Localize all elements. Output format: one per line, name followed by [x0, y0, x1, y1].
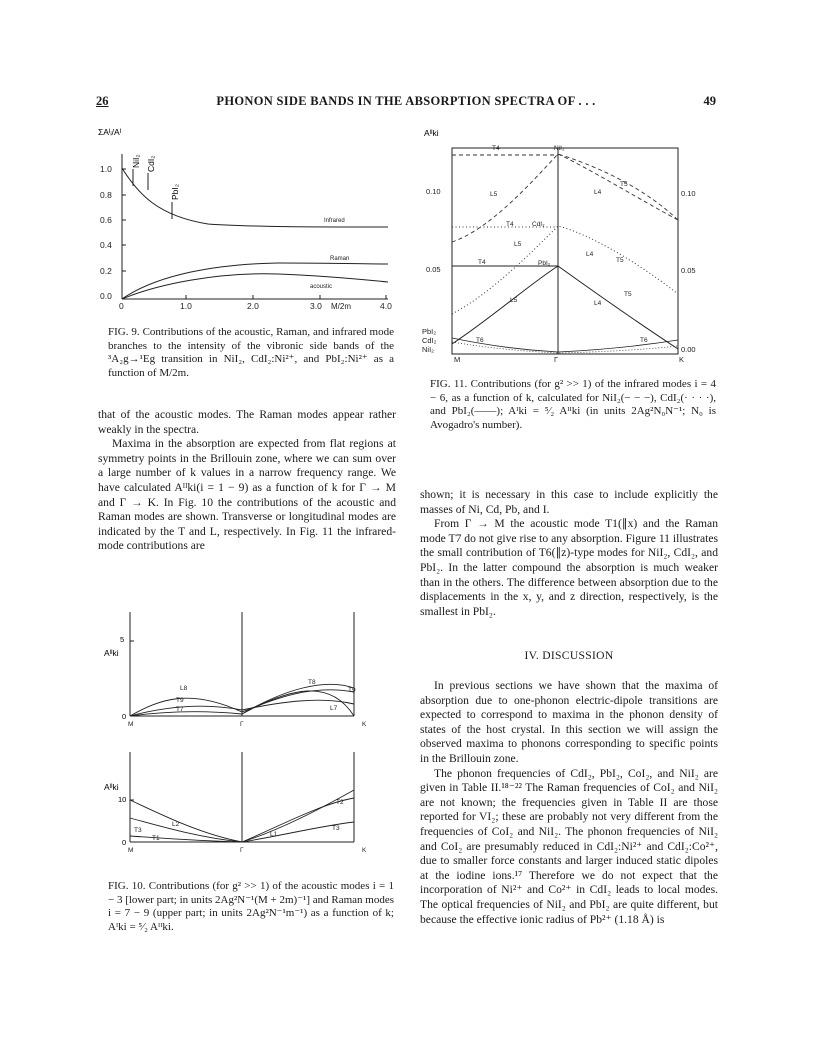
fig10-lower-ytick: 10 — [118, 795, 127, 804]
fig9-xtick: 2.0 — [247, 301, 259, 311]
fig9-xtick: 3.0 — [310, 301, 322, 311]
running-title: PHONON SIDE BANDS IN THE ABSORPTION SPECTRA OF . . . — [216, 94, 596, 108]
fig11-label-nii2-top: NiI₂ — [554, 145, 565, 152]
page-number-right: 49 — [703, 94, 716, 108]
fig11-frame — [452, 148, 678, 354]
section-heading: IV. DISCUSSION — [524, 649, 614, 662]
fig9-xtick: 0 — [119, 301, 124, 311]
fig9-acoustic-curve — [122, 274, 388, 299]
fig11-ytick-right: 0.00 — [681, 345, 696, 354]
fig11-x-m: M — [454, 355, 461, 364]
fig11-label-pbi2: PbI₂ — [422, 327, 437, 336]
fig10-branch-l1: L1 — [270, 831, 278, 838]
fig9-xtick: 4.0 — [380, 301, 392, 311]
fig11-ytick-right: 0.05 — [681, 266, 696, 275]
fig10-lower-ylabel: Aᴵᴵki — [104, 782, 119, 792]
fig10-lower-x-m: M — [128, 847, 134, 854]
fig11-label-pbi2-low: PbI₂ — [538, 260, 551, 267]
fig9-ytick: 0.0 — [100, 291, 112, 301]
fig9-marker-pbi2: PbI₂ — [170, 183, 180, 200]
fig11-branch-t4-cdi2: T4 — [506, 221, 514, 228]
fig10-lower-x-k: K — [362, 847, 367, 854]
discussion-text — [420, 679, 718, 927]
paragraph: From Γ → M the acoustic mode T1(∥x) and the Raman mode T7 do not give rise to any absorption. Figure 11 illustrates the small contribution of T6(∥z)-type modes for NiI₂, CdI₂, and PbI₂. In the latter compound the absorption is much weaker than in the others. The difference between absorption due to the displacements in the x, y, and z direction, respectively, is the smallest in PbI₂. — [420, 517, 718, 618]
fig9-ytick: 0.4 — [100, 240, 112, 250]
fig11-branch-l5-pbi2: L5 — [510, 297, 518, 304]
fig10-branch-l2: L2 — [172, 821, 180, 828]
fig9-ylabel: ΣAᴵᵢ/Aᴵ — [98, 127, 122, 137]
fig9-ytick: 0.2 — [100, 266, 112, 276]
fig9-ytick: 0.8 — [100, 190, 112, 200]
fig10-plot — [100, 604, 400, 862]
fig10-branch-t1: T1 — [152, 835, 160, 842]
fig11-label-nii2: NiI₂ — [422, 345, 435, 354]
fig11-x-gamma: Γ — [554, 355, 559, 364]
fig10-caption: FIG. 10. Contributions (for g² >> 1) of the acoustic modes i = 1 − 3 [lower part; in units 2Ag²N⁻¹(M + 2m)⁻¹] and Raman modes i = 7 − 9 (upper part; in units 2Ag²N⁻¹m⁻¹) as a function of k; Aᴵki = ⁵⁄₂ Aᴵᴵki. — [108, 880, 394, 933]
paragraph: shown; it is necessary in this case to include explicitly the masses of Ni, Cd, Pb, and I. — [420, 488, 718, 516]
fig9-plot — [98, 124, 410, 320]
fig11-caption: FIG. 11. Contributions (for g² >> 1) of the infrared modes i = 4 − 6, as a function of k, calculated for NiI₂(− − −), CdI₂(· · · ·), and PbI₂(——); Aᴵki = ⁵⁄₂ Aᴵᴵki (in units 2Ag²N₀N⁻¹; N₀ is Avogadro's number). — [430, 378, 716, 431]
fig9-ytick: 0.6 — [100, 215, 112, 225]
fig11-branch-t5-cdi2: T5 — [616, 257, 624, 264]
fig10-branch-t3: T3 — [134, 827, 142, 834]
fig9-infrared-curve — [122, 168, 388, 227]
fig9-ytick: 1.0 — [100, 164, 112, 174]
fig11-branch-l5-cdi2: L5 — [514, 241, 522, 248]
fig11-label-cdi2-mid: CdI₂ — [532, 221, 545, 228]
fig10-branch-t9: T9 — [176, 697, 184, 704]
page-number-left: 26 — [96, 94, 109, 108]
fig11-branch-t6-right: T6 — [640, 337, 648, 344]
fig11-branch-t5: T5 — [620, 181, 628, 188]
fig9-xlabel: M/2m — [331, 302, 351, 311]
fig11-branch-t6: T6 — [476, 337, 484, 344]
fig11-ytick-right: 0.10 — [681, 189, 696, 198]
fig10-branch-l8: L8 — [180, 685, 188, 692]
fig11-branch-t4-pbi2: T4 — [478, 259, 486, 266]
fig11-ytick-left: 0.10 — [426, 187, 441, 196]
fig10-upper-zero: 0 — [122, 712, 127, 721]
fig10-upper-x-m: M — [128, 721, 134, 728]
fig11-label-cdi2: CdI₂ — [422, 336, 437, 345]
fig11-x-k: K — [679, 355, 685, 364]
fig9-xtick: 1.0 — [180, 301, 192, 311]
fig11-ytick-left: 0.05 — [426, 265, 441, 274]
fig11-ylabel: Aᴵᴵki — [424, 128, 439, 138]
fig10-upper-x-k: K — [362, 721, 367, 728]
fig10-upper-ytick: 5 — [120, 635, 125, 644]
fig9-marker-nii2: NiI₂ — [131, 154, 141, 168]
fig11-branch-t5-pbi2: T5 — [624, 291, 632, 298]
fig10-branch-t7: T7 — [176, 706, 184, 713]
paragraph: In previous sections we have shown that the maxima of absorption due to one-phonon electric-dipole transitions are expected to correspond to maxima in the phonon density of states of the host crystal. In this section we will assign the observed maxima to phonons corresponding to specific points in the Brillouin zone. — [420, 679, 718, 765]
right-column-text — [420, 488, 718, 619]
fig9-marker-cdi2: CdI₂ — [146, 155, 156, 172]
fig9-caption: FIG. 9. Contributions of the acoustic, Raman, and infrared mode branches to the intensity of the vibronic side bands of the ³A₂g→¹Eg transition in NiI₂, CdI₂:Ni²⁺, and PbI₂:Ni²⁺ as a function of M/2m. — [108, 326, 394, 379]
fig11-branch-l4: L4 — [594, 189, 602, 196]
fig10-branch-t3-right: T3 — [332, 825, 340, 832]
fig11-branch-l4-cdi2: L4 — [586, 251, 594, 258]
fig9-label-raman: Raman — [330, 256, 350, 262]
paragraph: Maxima in the absorption are expected from flat regions at symmetry points in the Brillouin zone, where we can sum over a large number of k values in a narrow frequency range. We have calculated Aᴵᴵki(i = 1 − 9) as a function of k for Γ → M and Γ → K. In Fig. 10 the contributions of the acoustic and Raman modes are shown. Transverse or longitudinal modes are indicated by the T and L, respectively. In Fig. 11 the infrared-mode contributions are — [98, 437, 396, 553]
running-header — [96, 94, 716, 114]
paragraph: that of the acoustic modes. The Raman modes appear rather weakly in the spectra. — [98, 408, 396, 436]
fig10-branch-l7: L7 — [330, 705, 338, 712]
fig11-branch-t4: T4 — [492, 145, 500, 152]
fig10-upper-x-gamma: Γ — [240, 721, 244, 728]
fig11-branch-l4-pbi2: L4 — [594, 300, 602, 307]
fig10-lower-zero: 0 — [122, 838, 127, 847]
fig9-raman-curve — [122, 263, 388, 299]
fig10-branch-t9-right: T9 — [348, 687, 356, 694]
fig9-label-infrared: Infrared — [324, 218, 345, 224]
fig10-lower-x-gamma: Γ — [240, 847, 244, 854]
fig9-label-acoustic: acoustic — [310, 284, 333, 290]
paragraph: The phonon frequencies of CdI₂, PbI₂, CoI₂, and NiI₂ are given in Table II.¹⁸⁻²² The Raman frequencies of CoI₂ and NiI₂ are not known; the frequencies given in Table II are those reported for VI₂; these are probably not very different from the frequencies of CoI₂ and NiI₂. The phonon frequencies of NiI₂ and CoI₂ are presumably reduced in CdI₂:Ni²⁺ and CdI₂:Co²⁺, due to smaller force constants and larger induced static dipoles at the iodine ions.¹⁷ Therefore we do not expect that the incorporation of Ni²⁺ and Co²⁺ in CdI₂ leads to local modes. The optical frequencies of NiI₂ and PbI₂ are quite different, but because the effective ionic radius of Pb²⁺ (1.18 Å) is — [420, 766, 718, 926]
left-column-text — [98, 408, 396, 554]
fig10-branch-t8: T8 — [308, 679, 316, 686]
fig10-upper-ylabel: Aᴵᴵki — [104, 648, 119, 658]
fig11-branch-l5: L5 — [490, 191, 498, 198]
fig10-branch-t2: T2 — [336, 799, 344, 806]
fig11-plot — [420, 124, 720, 368]
